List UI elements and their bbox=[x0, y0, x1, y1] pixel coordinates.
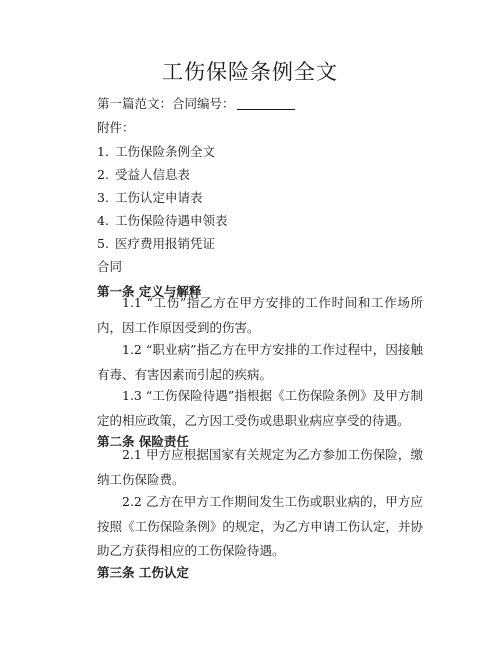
attachment-number: 4. bbox=[97, 213, 109, 228]
clause-paragraph: 1.1 “工伤”指乙方在甲方安排的工作时间和工作场所内，因工作原因受到的伤害。 bbox=[97, 295, 423, 335]
clause-paragraph: 2.1 甲方应根据国家有关规定为乙方参加工伤保险，缴纳工伤保险费。 bbox=[97, 447, 423, 487]
document-title: 工伤保险条例全文 bbox=[162, 60, 338, 84]
section-heading: 第二条 保险责任 bbox=[97, 434, 189, 449]
attachment-item bbox=[97, 166, 190, 184]
contract-number-line bbox=[97, 95, 295, 113]
attachment-text: 医疗费用报销凭证 bbox=[114, 236, 215, 251]
attachment-number: 2. bbox=[97, 167, 109, 182]
attachment-text: 工伤保险待遇申领表 bbox=[114, 213, 228, 228]
section-heading: 第三条 工伤认定 bbox=[97, 565, 189, 580]
attachment-number: 3. bbox=[97, 190, 109, 205]
contract-label: 合同 bbox=[97, 259, 123, 274]
section-heading: 第一条 定义与解释 bbox=[97, 284, 202, 299]
attachment-number: 5. bbox=[97, 236, 109, 251]
contract-number-blank bbox=[237, 97, 295, 110]
attachment-number: 1. bbox=[97, 144, 109, 159]
attachment-text: 工伤认定申请表 bbox=[114, 190, 203, 205]
attachment-text: 工伤保险条例全文 bbox=[114, 144, 215, 159]
contract-number-label: 第一篇范文：合同编号： bbox=[97, 96, 235, 111]
clause-paragraph: 1.2 “职业病”指乙方在甲方安排的工作过程中，因接触有毒、有害因素而引起的疾病。 bbox=[97, 342, 423, 382]
clause-paragraph: 1.3 “工伤保险待遇”指根据《工伤保险条例》及甲方制定的相应政策，乙方因工受伤或患职业病应享受的待遇。 bbox=[97, 388, 423, 428]
attachments-label: 附件： bbox=[97, 120, 135, 135]
attachment-item bbox=[97, 212, 227, 230]
attachment-item bbox=[97, 189, 202, 207]
attachment-item bbox=[97, 143, 215, 161]
attachment-text: 受益人信息表 bbox=[114, 167, 190, 182]
clause-paragraph: 2.2 乙方在甲方工作期间发生工伤或职业病的，甲方应按照《工伤保险条例》的规定，为乙方申请工伤认定，并协助乙方获得相应的工伤保险待遇。 bbox=[97, 494, 423, 558]
attachment-item bbox=[97, 235, 215, 253]
